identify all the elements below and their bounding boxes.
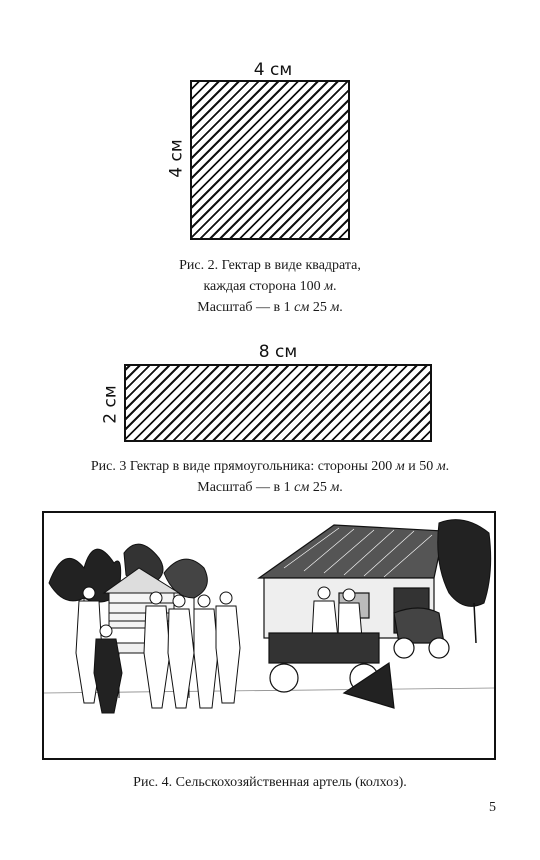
figure3-caption-line2: Масштаб — в 1 см 25 м. [197,480,343,495]
figure3-height-label: 2 см [100,385,121,424]
kolkhoz-drawing [44,513,494,758]
figure2-caption-line1: Рис. 2. Гектар в виде квадрата, [179,258,361,273]
page-number: 5 [489,800,496,815]
figure2-caption [0,255,540,318]
figure2-caption-line2: каждая сторона 100 м. [203,279,337,294]
figure3-hectare-rectangle [124,364,432,442]
figure2-caption-line3: Масштаб — в 1 см 25 м. [197,300,343,315]
kolkhoz-illustration [42,511,496,760]
figure3-caption-line1: Рис. 3 Гектар в виде прямоугольника: стороны 200 м и 50 м. [90,459,450,474]
figure3-width-label: 8 см [258,342,298,362]
figure2-hectare-square [190,80,350,240]
figure3-caption [0,456,540,498]
figure2-width-label: 4 см [253,60,293,80]
figure2-height-label: 4 см [166,139,187,178]
figure4-caption: Рис. 4. Сельскохозяйственная артель (колхоз). [133,775,407,790]
